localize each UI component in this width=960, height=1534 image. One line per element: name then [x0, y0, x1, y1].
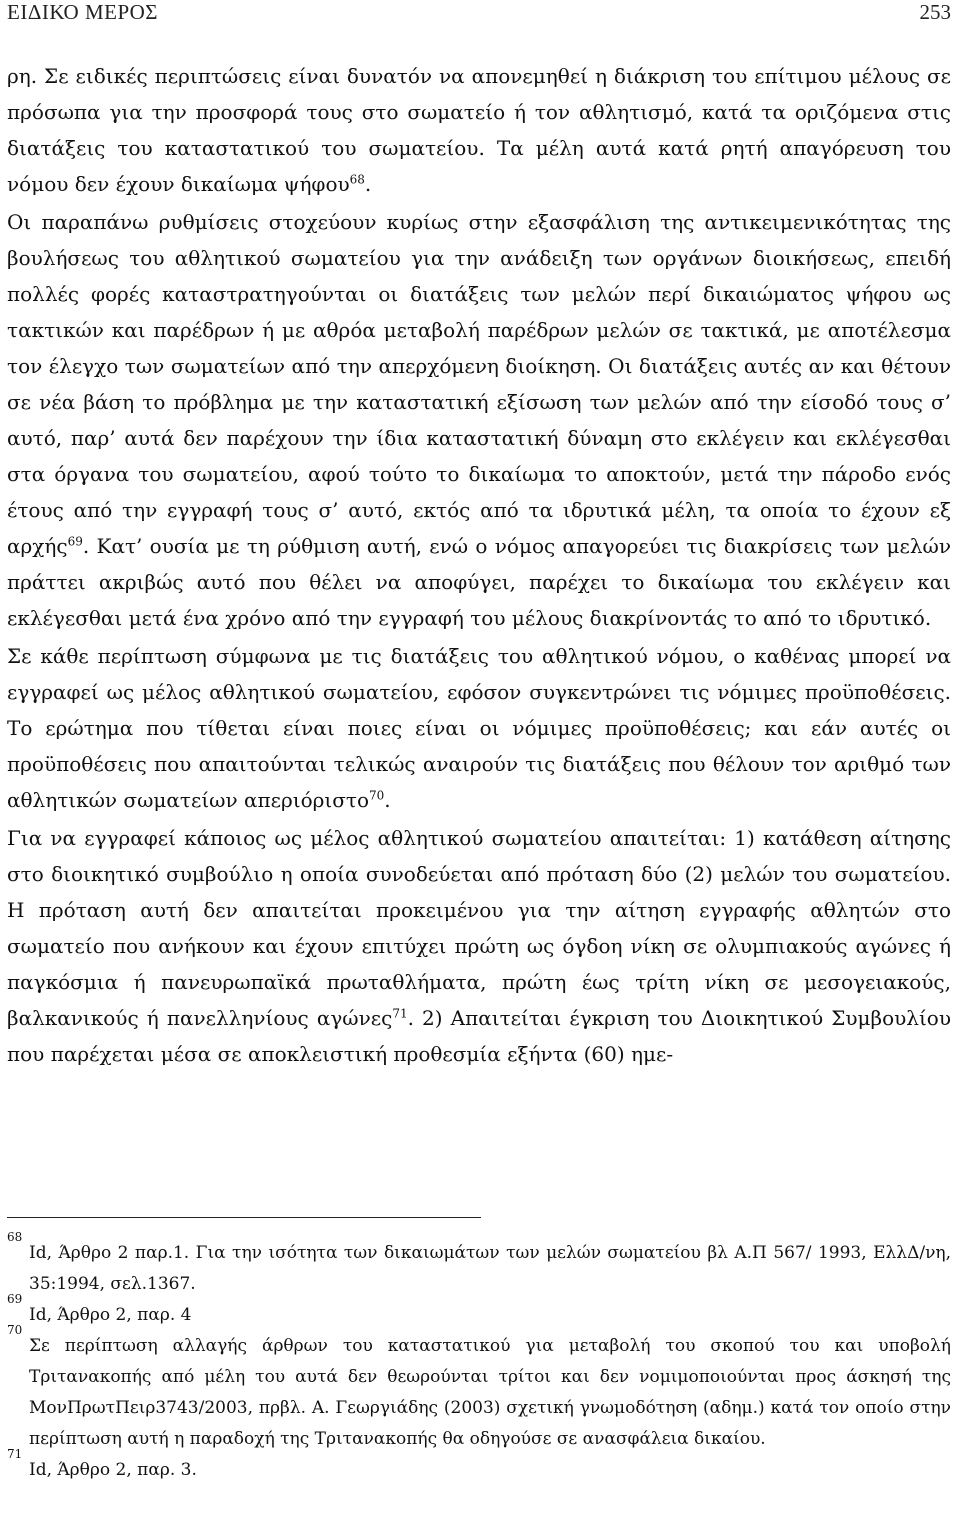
paragraph-2-end: . Κατ’ ουσία με τη ρύθμιση αυτή, ενώ ο νόμος απαγορεύει τις διακρίσεις των μελών πράττει ακριβώς αυτό που θέλει να αποφύγει, παρέχει το δικαίωμα του εκλέγειν και εκλέγεσθαι μετά ένα χρόνο από την εγγραφή του μέλους διακρίνοντάς το από το ιδρυτικό.: [7, 534, 951, 630]
page-number: 253: [919, 0, 951, 24]
paragraph-1-text: ρη. Σε ειδικές περιπτώσεις είναι δυνατόν να απονεμηθεί η διάκριση του επίτιμου μέλους σε πρόσωπα για την προσφορά τους στο σωματείο ή τον αθλητισμό, κατά τα οριζόμενα στις διατάξεις του καταστατικού του σωματείου. Τα μέλη αυτά κατά ρητή απαγόρευση του νόμου δεν έχουν δικαίωμα ψήφου: [7, 64, 951, 196]
paragraph-4-end: . 2) Απαιτείται έγκριση του Διοικητικού Συμβουλίου που παρέχεται μέσα σε αποκλειστική προθεσμία εξήντα (60) ημε-: [7, 1006, 951, 1066]
footnote-ref-69: 69: [67, 534, 83, 549]
paragraph-2: [7, 204, 951, 636]
footnote-text: Id, Άρθρο 2, παρ. 3.: [29, 1460, 197, 1480]
running-header: [7, 0, 953, 28]
paragraph-1: [7, 58, 951, 202]
footnote-number: 70: [7, 1323, 23, 1337]
footnote-number: 71: [7, 1447, 23, 1461]
body-text: [7, 58, 951, 1072]
footnote-number: 69: [7, 1292, 23, 1306]
paragraph-3-text: Σε κάθε περίπτωση σύμφωνα με τις διατάξεις του αθλητικού νόμου, ο καθένας μπορεί να εγγραφεί ως μέλος αθλητικού σωματείου, εφόσον συγκεντρώνει τις νόμιμες προϋποθέσεις. Το ερώτημα που τίθεται είναι ποιες είναι οι νόμιμες προϋποθέσεις; και εάν αυτές οι προϋποθέσεις που απαιτούνται τελικώς αναιρούν τις διατάξεις που θέλουν τον αριθμό των αθλητικών σωματείων απεριόριστο: [7, 644, 951, 812]
footnote-68: [7, 1230, 951, 1300]
footnote-separator: [7, 1217, 481, 1218]
paragraph-4-text: Για να εγγραφεί κάποιος ως μέλος αθλητικού σωματείου απαιτείται: 1) κατάθεση αίτησης στο διοικητικό συμβούλιο η οποία συνοδεύεται από πρόταση δύο (2) μελών του σωματείου. Η πρόταση αυτή δεν απαιτείται προκειμένου για την αίτηση εγγραφής αθλητών στο σωματείο που ανήκουν και έχουν επιτύχει πρώτη ως όγδοη νίκη σε ολυμπιακούς αγώνες ή παγκόσμια ή πανευρωπαϊκά πρωταθλήματα, πρώτη έως τρίτη νίκη σε μεσογειακούς, βαλκανικούς ή πανελληνίους αγώνες: [7, 826, 951, 1030]
paragraph-4: [7, 820, 951, 1072]
paragraph-2-text: Οι παραπάνω ρυθμίσεις στοχεύουν κυρίως στην εξασφάλιση της αντικειμενικότητας της βουλήσεως του αθλητικού σωματείου για την ανάδειξη των οργάνων διοικήσεως, επειδή πολλές φορές καταστρατηγούνται οι διατάξεις των μελών περί δικαιώματος ψήφου ως τακτικών και παρέδρων ή με αθρόα μεταβολή παρέδρων μελών σε τακτικά, με αποτέλεσμα τον έλεγχο των σωματείων από την απερχόμενη διοίκηση. Οι διατάξεις αυτές αν και θέτουν σε νέα βάση το πρόβλημα με την καταστατική εξίσωση των μελών από την είσοδό τους σ’ αυτό, παρ’ αυτά δεν παρέχουν την ίδια καταστατική δύναμη στο εκλέγειν και εκλέγεσθαι στα όργανα του σωματείου, αφού τούτο το δικαίωμα το αποκτούν, μετά την πάροδο ενός έτους από την εγγραφή τους σ’ αυτό, εκτός από τα ιδρυτικά μέλη, τα οποία το έχουν εξ αρχής: [7, 210, 951, 558]
footnote-71: [7, 1447, 951, 1486]
footnote-70: [7, 1323, 951, 1455]
paragraph-3-end: .: [384, 788, 391, 812]
footnotes: [7, 1230, 951, 1486]
footnote-number: 68: [7, 1230, 23, 1244]
document-page: [7, 0, 953, 1534]
footnote-text: Id, Άρθρο 2, παρ. 4: [29, 1305, 192, 1325]
footnote-text: Id, Άρθρο 2 παρ.1. Για την ισότητα των δικαιωμάτων των μελών σωματείου βλ Α.Π 567/ 1993, ΕλλΔ/νη, 35:1994, σελ.1367.: [29, 1243, 951, 1294]
footnote-ref-68: 68: [349, 172, 365, 187]
footnote-ref-70: 70: [369, 788, 385, 803]
footnote-text: Σε περίπτωση αλλαγής άρθρων του καταστατικού για μεταβολή του σκοπού του και υποβολή Τριτανακοπής από μέλη του αυτά δεν θεωρούνται τρίτοι και δεν νομιμοποιούνται προς άσκησή της ΜονΠρωτΠειρ3743/2003, πρβλ. Α. Γεωργιάδης (2003) σχετική γνωμοδότηση (αδημ.) κατά τον οποίο στην περίπτωση αυτή η παραδοχή της Τριτανακοπής θα οδηγούσε σε ανασφάλεια δικαίου.: [29, 1336, 951, 1449]
paragraph-3: [7, 638, 951, 818]
footnote-ref-71: 71: [392, 1006, 408, 1021]
section-title: ΕΙΔΙΚΟ ΜΕΡΟΣ: [7, 0, 159, 24]
paragraph-1-end: .: [364, 172, 372, 196]
footnote-69: [7, 1292, 951, 1331]
